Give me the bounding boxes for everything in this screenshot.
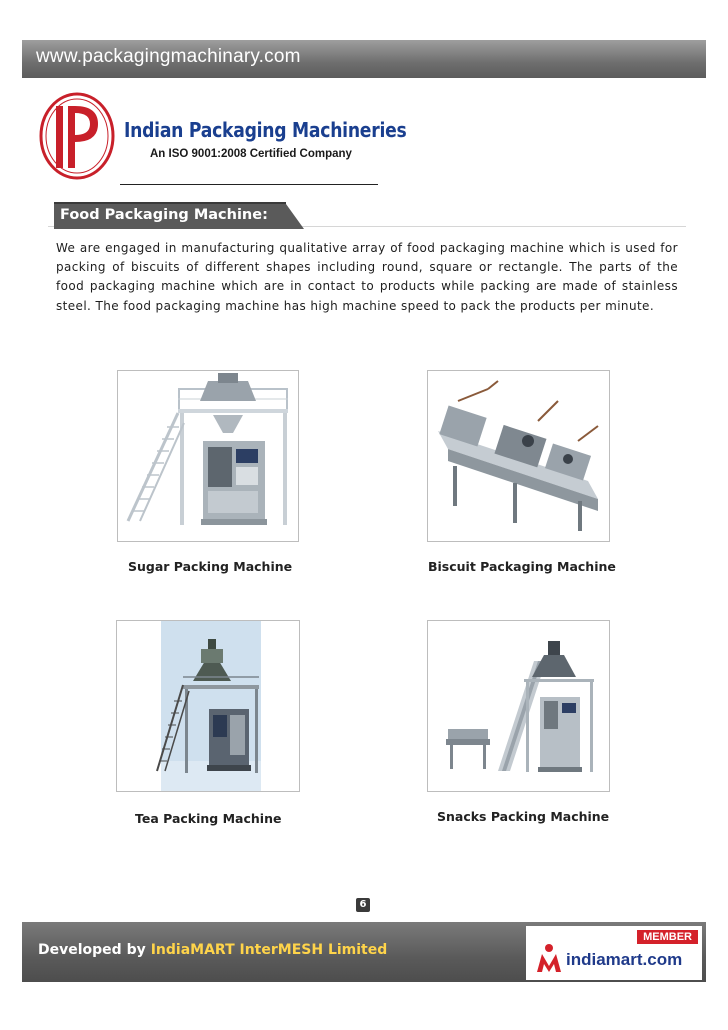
company-name: Indian Packaging Machineries [124,118,407,142]
developed-by-label: Developed by [38,942,146,958]
product-caption: Snacks Packing Machine [437,809,610,824]
section-header [48,202,686,228]
header-divider [120,184,378,185]
snacks-packing-machine-image [427,620,610,792]
section-description: We are engaged in manufacturing qualitative array of food packaging machine which is used for packing of biscuits of different shapes including round, square or rectangle. The parts of the food packaging machine which are in contact to products while packing are made of stainless steel. The food packaging machine has high machine speed to pack the products per minute. [56,241,678,313]
product-caption: Tea Packing Machine [135,811,282,826]
member-badge: MEMBER [637,930,698,944]
developer-credit [38,942,387,958]
footer-bar [22,922,706,982]
developer-link[interactable]: IndiaMART InterMESH Limited [150,942,388,958]
header-bar [22,40,706,78]
company-tagline: An ISO 9001:2008 Certified Company [150,148,352,160]
section-tab [54,202,286,229]
sugar-packing-machine-image [117,370,299,542]
section-title: Food Packaging Machine: [60,207,268,223]
biscuit-packaging-machine-image [427,370,610,542]
indiamart-member-logo[interactable] [526,926,702,980]
product-caption: Sugar Packing Machine [128,559,293,574]
page-number: 6 [356,898,370,912]
product-caption: Biscuit Packaging Machine [428,559,616,574]
site-url[interactable]: www.packagingmachinary.com [36,46,301,67]
tea-packing-machine-image [116,620,300,792]
company-logo [38,92,116,180]
indiamart-m-icon [534,942,564,974]
indiamart-brand: indiamart.com [566,950,683,969]
